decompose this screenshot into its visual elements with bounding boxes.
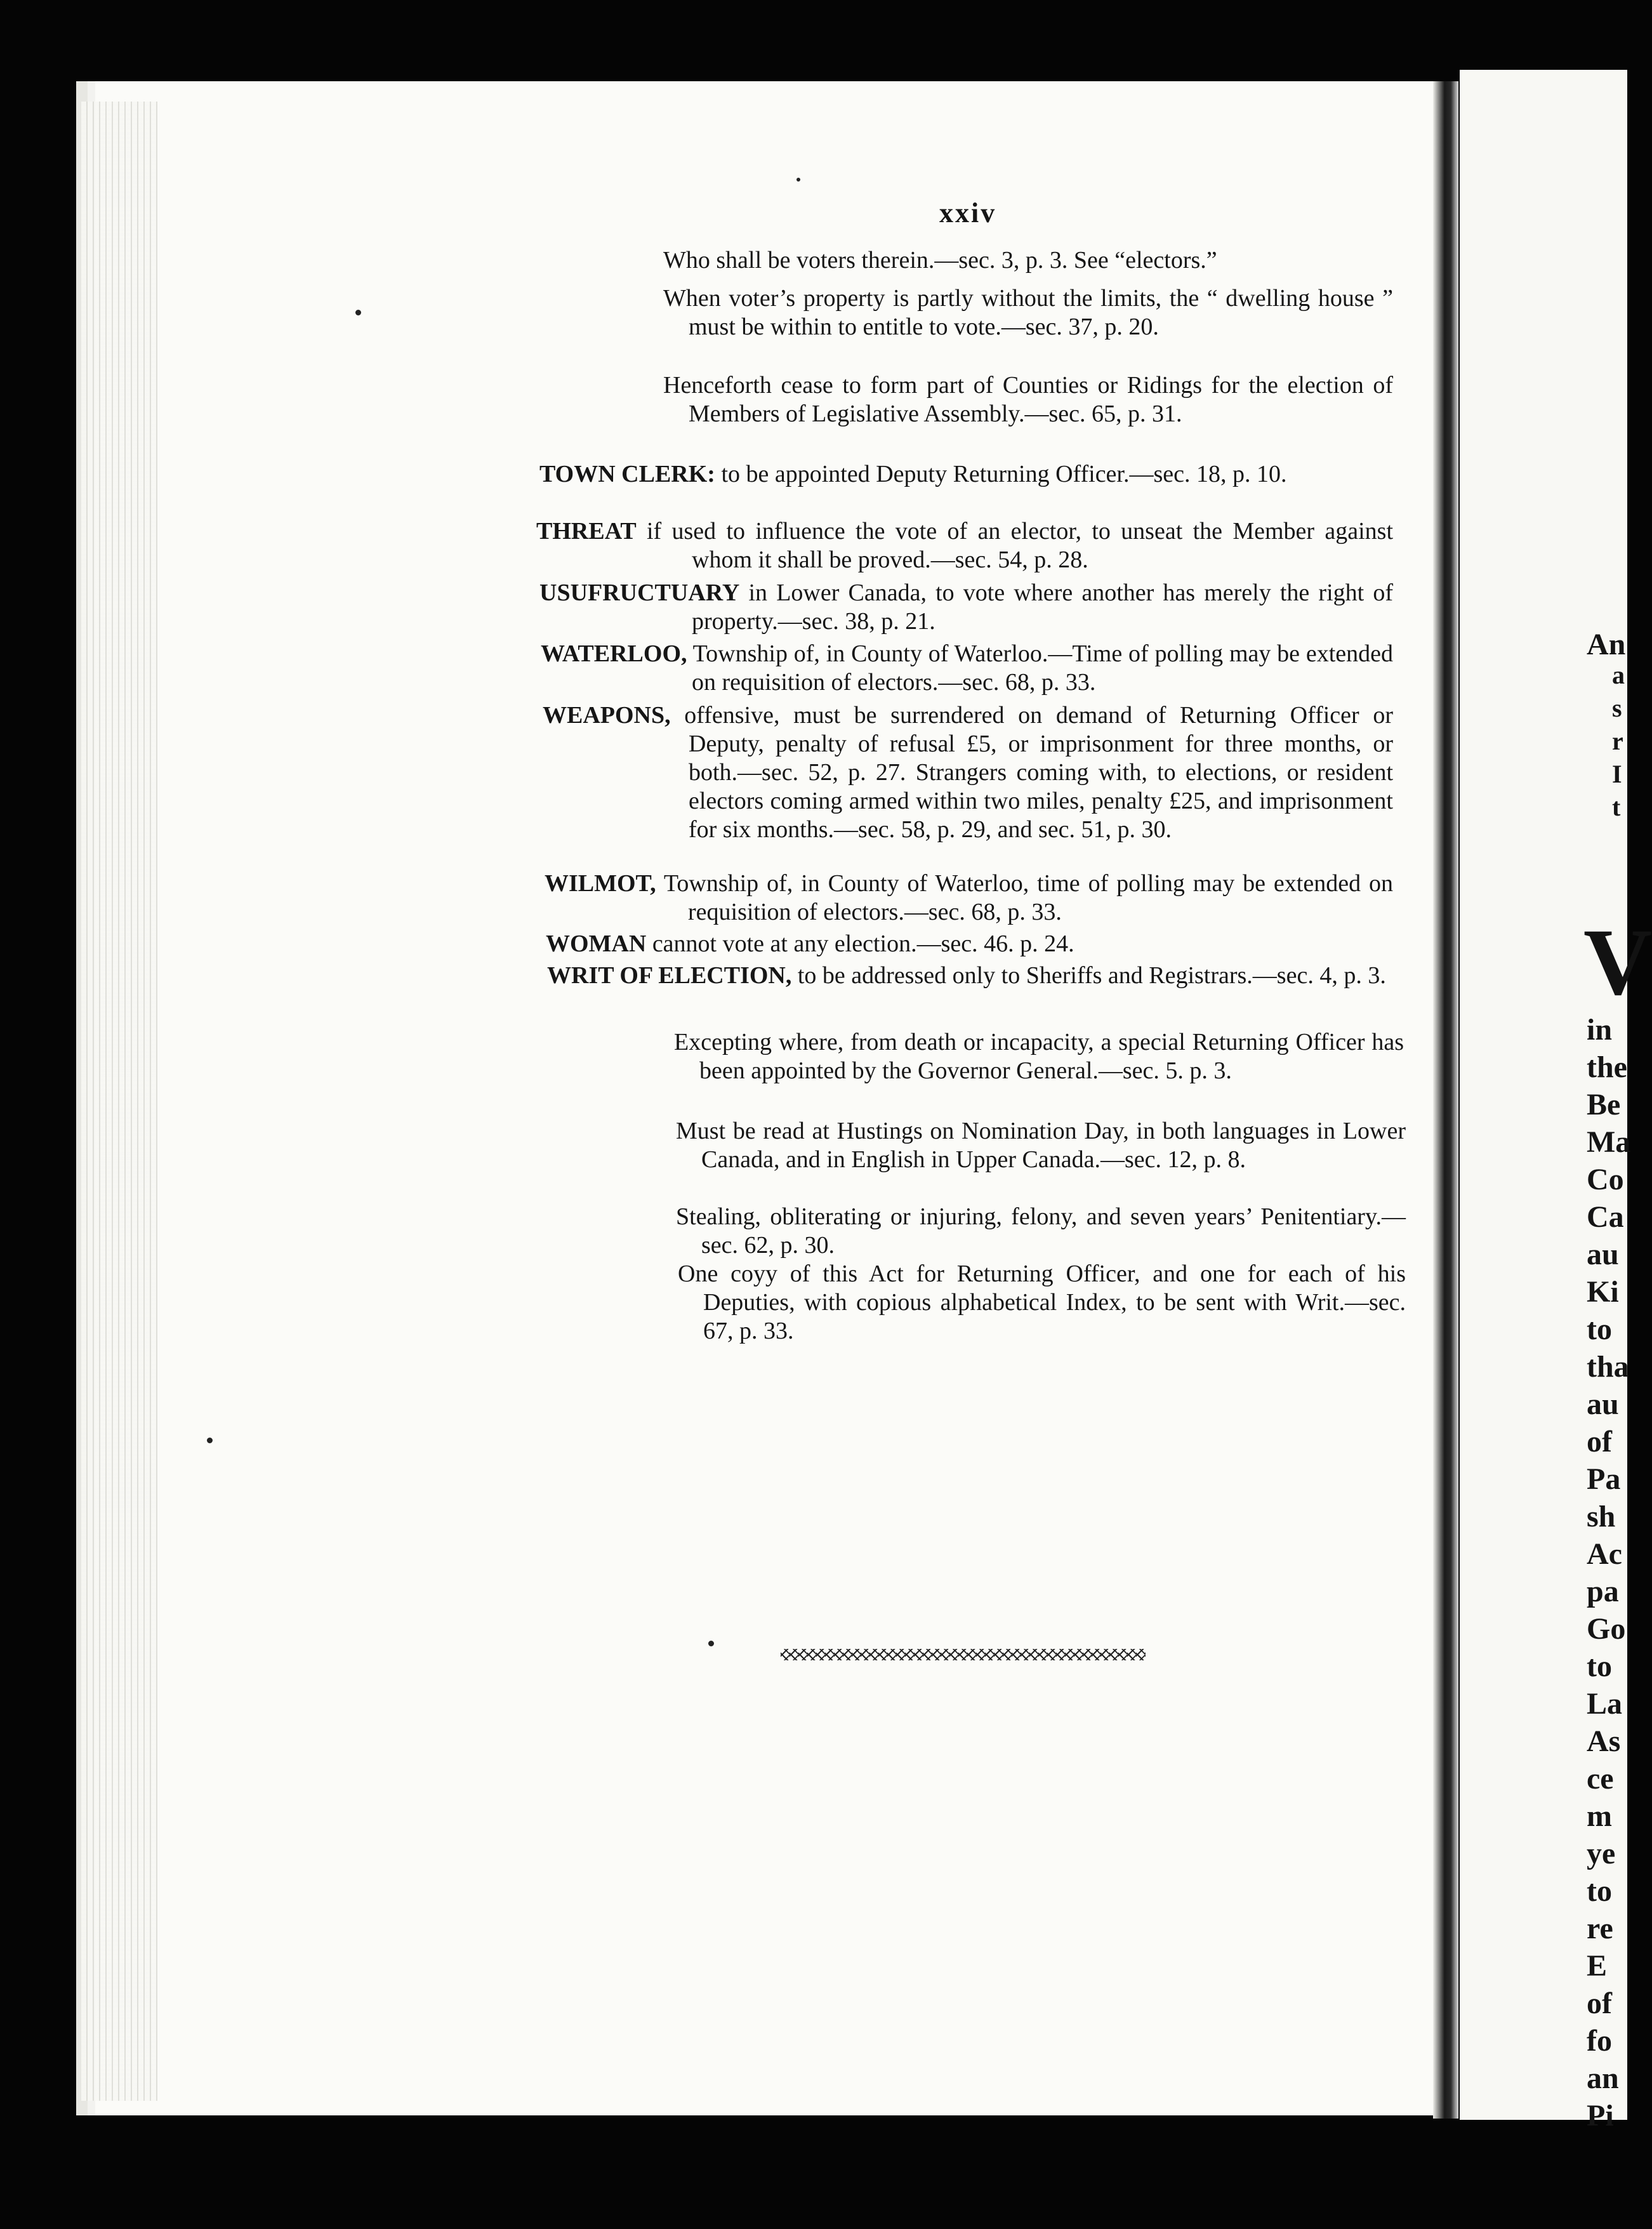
right-fragment: Ac bbox=[1587, 1537, 1622, 1571]
right-fragment: to bbox=[1587, 1874, 1612, 1908]
right-fragment: Go bbox=[1587, 1612, 1626, 1646]
entry-heading: USUFRUCTUARY bbox=[539, 579, 740, 606]
right-fragment: Pa bbox=[1587, 1462, 1621, 1496]
entry-heading: WEAPONS, bbox=[543, 702, 671, 729]
sub-entry-text: When voter’s property is partly without the limits, the “ dwelling house ” must be within to entitle to vote.—sec. 37, p. 20. bbox=[663, 285, 1393, 340]
index-entry bbox=[539, 460, 1393, 489]
right-fragment: m bbox=[1587, 1799, 1612, 1833]
right-fragment: Pi bbox=[1587, 2099, 1614, 2133]
index-entry bbox=[545, 870, 1393, 927]
right-fragment: au bbox=[1587, 1387, 1619, 1421]
index-entry bbox=[539, 579, 1393, 636]
sub-entry bbox=[676, 1203, 1406, 1260]
index-entry bbox=[543, 701, 1393, 844]
index-entry bbox=[536, 517, 1393, 574]
right-fragment: tha bbox=[1587, 1350, 1629, 1384]
right-fragment: of bbox=[1587, 1425, 1612, 1458]
drop-cap: V bbox=[1583, 909, 1652, 1015]
entry-text: Township of, in County of Waterloo.—Time of polling may be extended on requisition of electors.—sec. 68, p. 33. bbox=[687, 640, 1393, 696]
sub-entry bbox=[663, 284, 1393, 341]
right-fragment: As bbox=[1587, 1724, 1621, 1758]
right-fragment: au bbox=[1587, 1238, 1619, 1271]
right-fragment: fo bbox=[1587, 2024, 1612, 2058]
entry-heading: WATERLOO, bbox=[541, 640, 687, 667]
entry-heading: WRIT OF ELECTION, bbox=[547, 962, 792, 989]
right-fragment: of bbox=[1587, 1987, 1612, 2020]
index-entry bbox=[547, 962, 1393, 990]
sub-entry-text: Excepting where, from death or incapacity, a special Returning Officer has been appointed by the Governor General.—sec. 5. p. 3. bbox=[674, 1029, 1404, 1084]
right-fragment: a bbox=[1612, 661, 1625, 689]
entry-text: offensive, must be surrendered on demand of Returning Officer or Deputy, penalty of refusal £5, or imprisonment for three months, or both.—sec. 52, p. 27. Strangers coming with, to elections, or resident electors coming armed within two miles, penalty £25, and imprisonment for six months.—sec. 58, p. 29, and sec. 51, p. 30. bbox=[670, 702, 1393, 843]
entry-heading: WILMOT, bbox=[545, 870, 656, 897]
sub-entry-text: Must be read at Hustings on Nomination Day, in both languages in Lower Canada, and in English in Upper Canada.—sec. 12, p. 8. bbox=[676, 1118, 1406, 1173]
sub-entry bbox=[674, 1028, 1404, 1085]
right-fragment: pa bbox=[1587, 1575, 1619, 1608]
entry-heading: TOWN CLERK: bbox=[539, 461, 715, 487]
right-fragment: Co bbox=[1587, 1163, 1624, 1196]
right-fragment: r bbox=[1612, 727, 1623, 755]
index-entry bbox=[546, 930, 1393, 958]
sub-entry bbox=[678, 1260, 1406, 1346]
entry-text: to be addressed only to Sheriffs and Registrars.—sec. 4, p. 3. bbox=[791, 962, 1386, 989]
right-fragment: t bbox=[1612, 793, 1621, 821]
ink-speck bbox=[207, 1438, 213, 1443]
right-fragment: Be bbox=[1587, 1088, 1621, 1121]
entry-text: to be appointed Deputy Returning Officer.—sec. 18, p. 10. bbox=[715, 461, 1287, 487]
sub-entry bbox=[663, 371, 1393, 428]
ink-speck bbox=[708, 1641, 714, 1646]
right-fragment: an bbox=[1587, 2061, 1619, 2095]
sub-entry bbox=[676, 1117, 1406, 1174]
sub-entry-text: Henceforth cease to form part of Counties or Ridings for the election of Members of Legislative Assembly.—sec. 65, p. 31. bbox=[663, 372, 1393, 427]
right-fragment: ce bbox=[1587, 1762, 1614, 1796]
right-fragment: An bbox=[1587, 628, 1626, 661]
right-fragment: to bbox=[1587, 1313, 1612, 1346]
right-fragment: re bbox=[1587, 1912, 1613, 1945]
entry-text: in Lower Canada, to vote where another has merely the right of property.—sec. 38, p. 21. bbox=[692, 579, 1393, 635]
sub-entry: Who shall be voters therein.—sec. 3, p. 3. See “electors.” bbox=[663, 247, 1217, 274]
index-entry bbox=[541, 640, 1393, 697]
sub-entry-text: One coyy of this Act for Returning Officer, and one for each of his Deputies, with copious alphabetical Index, to be sent with Writ.—sec. 67, p. 33. bbox=[678, 1260, 1406, 1344]
entry-text: cannot vote at any election.—sec. 46. p. 24. bbox=[646, 930, 1074, 957]
right-fragment: sh bbox=[1587, 1500, 1616, 1533]
right-fragment: E bbox=[1587, 1949, 1608, 1983]
page-edges bbox=[81, 102, 157, 2101]
decorative-rule bbox=[781, 1649, 1146, 1660]
right-fragment: La bbox=[1587, 1687, 1623, 1721]
right-fragment: s bbox=[1612, 694, 1622, 722]
right-fragment: I bbox=[1612, 760, 1622, 788]
right-fragment: ye bbox=[1587, 1837, 1616, 1870]
right-fragment: Ma bbox=[1587, 1125, 1631, 1159]
book-spine bbox=[1433, 81, 1458, 2119]
right-fragment: the bbox=[1587, 1050, 1627, 1084]
entry-text: if used to influence the vote of an elector, to unseat the Member against whom it shall be proved.—sec. 54, p. 28. bbox=[636, 518, 1393, 573]
entry-text: Township of, in County of Waterloo, time of polling may be extended on requisition of electors.—sec. 68, p. 33. bbox=[656, 870, 1393, 925]
page-number: xxiv bbox=[939, 197, 997, 228]
right-fragment: Ki bbox=[1587, 1275, 1619, 1309]
entry-heading: THREAT bbox=[536, 518, 637, 545]
ink-speck bbox=[796, 178, 800, 182]
right-fragment: Ca bbox=[1587, 1200, 1624, 1234]
right-fragment: to bbox=[1587, 1650, 1612, 1683]
sub-entry-text: Stealing, obliterating or injuring, felony, and seven years’ Penitentiary.—sec. 62, p. 30. bbox=[676, 1203, 1406, 1259]
entry-heading: WOMAN bbox=[546, 930, 647, 957]
ink-speck bbox=[355, 310, 361, 315]
right-fragment: in bbox=[1587, 1013, 1613, 1047]
